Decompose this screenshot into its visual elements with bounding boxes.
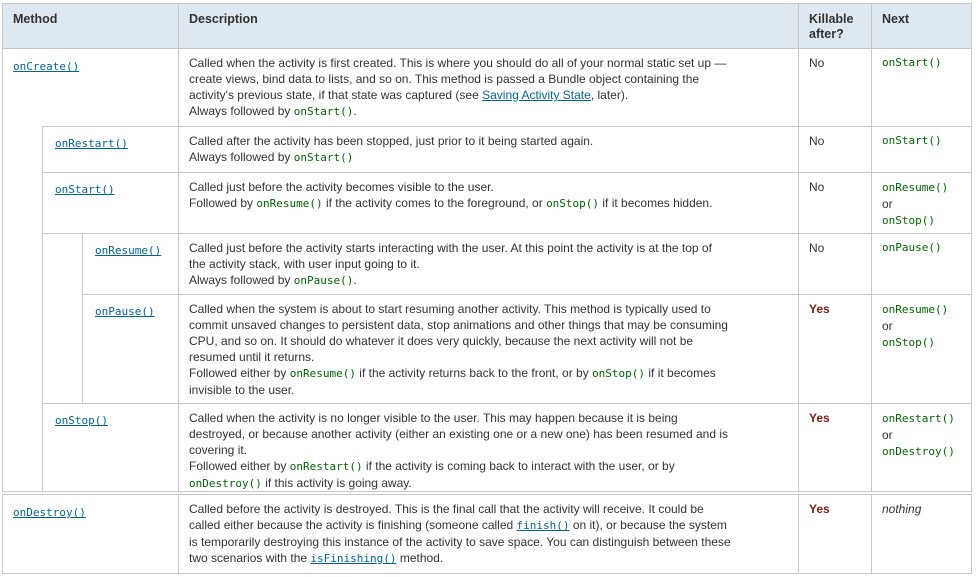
method-cell-onrestart (42, 126, 179, 173)
method-cell-onstart (42, 172, 179, 234)
onpause-killable: Yes (798, 294, 872, 404)
onpause-description: Called when the system is about to start resuming another activity. This method is typically used to commit unsaved changes to persistent data, stop animations and other things that may be consuming CPU, and so on. It should do whatever it does very quickly, because the next activity will not be resumed until it returns. Followed either by onResume() if the activity returns back to the front, or by onStop() if it becomes invisible to the user. (178, 294, 799, 404)
onstop-killable: Yes (798, 403, 872, 492)
onstart-description: Called just before the activity becomes visible to the user. Followed by onResume() if the activity comes to the foreground, or onStop() if it becomes hidden. (178, 172, 799, 234)
onresume-killable: No (798, 233, 872, 295)
onresume-method-link[interactable]: onResume() (95, 244, 162, 257)
oncreate-description: Called when the activity is first created. This is where you should do all of your normal static set up — create views, bind data to lists, and so on. This method is passed a Bundle object containing the activity's previous state, if that state was captured (see Saving Activity State, later). Always followed by onStart(). (178, 48, 799, 127)
onstop-method-link[interactable]: onStop() (55, 414, 108, 427)
method-cell-onstop (42, 403, 179, 492)
onstop-description: Called when the activity is no longer visible to the user. This may happen because it is being destroyed, or because another activity (either an existing one or a new one) has been resumed and is covering it. Followed either by onRestart() if the activity is coming back to interact with the user, or by onDestroy() if this activity is going away. (178, 403, 799, 492)
ondestroy-method-link[interactable]: onDestroy() (13, 506, 86, 519)
onrestart-next: onStart() (871, 126, 972, 173)
method-cell-ondestroy (2, 494, 179, 574)
header-next-label: Next (882, 12, 910, 26)
ondestroy-killable: Yes (798, 494, 872, 574)
method-cell-onresume (82, 233, 179, 295)
method-cell-oncreate (2, 48, 179, 127)
ondestroy-next: nothing (871, 494, 972, 574)
oncreate-next: onStart() (871, 48, 972, 127)
onrestart-method-link[interactable]: onRestart() (55, 137, 128, 150)
header-description (178, 3, 799, 49)
oncreate-method-link[interactable]: onCreate() (13, 60, 80, 73)
method-cell-onpause (82, 294, 179, 404)
onstart-method-link[interactable]: onStart() (55, 183, 115, 196)
finish-link[interactable]: finish() (516, 519, 570, 532)
saving-activity-state-link[interactable]: Saving Activity State (482, 88, 591, 102)
header-next (871, 3, 972, 49)
header-description-label: Description (189, 12, 258, 26)
onstart-killable: No (798, 172, 872, 234)
ondestroy-description: Called before the activity is destroyed. This is the final call that the activity will receive. It could be called either because the activity is finishing (someone called finish() on it), or because the system is temporarily destroying this instance of the activity to save space. You can distinguish between these two scenarios with the isFinishing() method. (178, 494, 799, 574)
indent-level-2 (42, 233, 83, 404)
onrestart-killable: No (798, 126, 872, 173)
header-killable-line1: Killable (809, 12, 854, 26)
activity-lifecycle-table (2, 3, 972, 574)
onresume-description: Called just before the activity starts interacting with the user. At this point the activity is at the top of the activity stack, with user input going to it. Always followed by onPause(). (178, 233, 799, 295)
header-method-label: Method (13, 12, 58, 26)
onstart-next: onResume() or onStop() (871, 172, 972, 234)
oncreate-killable: No (798, 48, 872, 127)
onresume-next: onPause() (871, 233, 972, 295)
header-method (2, 3, 179, 49)
header-killable-line2: after? (809, 27, 844, 41)
onrestart-description: Called after the activity has been stopped, just prior to it being started again. Always followed by onStart() (178, 126, 799, 173)
indent-level-1 (2, 126, 43, 492)
onpause-method-link[interactable]: onPause() (95, 305, 155, 318)
onstop-next: onRestart() or onDestroy() (871, 403, 972, 492)
isfinishing-link[interactable]: isFinishing() (310, 552, 397, 565)
onpause-next: onResume() or onStop() (871, 294, 972, 404)
header-killable (798, 3, 872, 49)
